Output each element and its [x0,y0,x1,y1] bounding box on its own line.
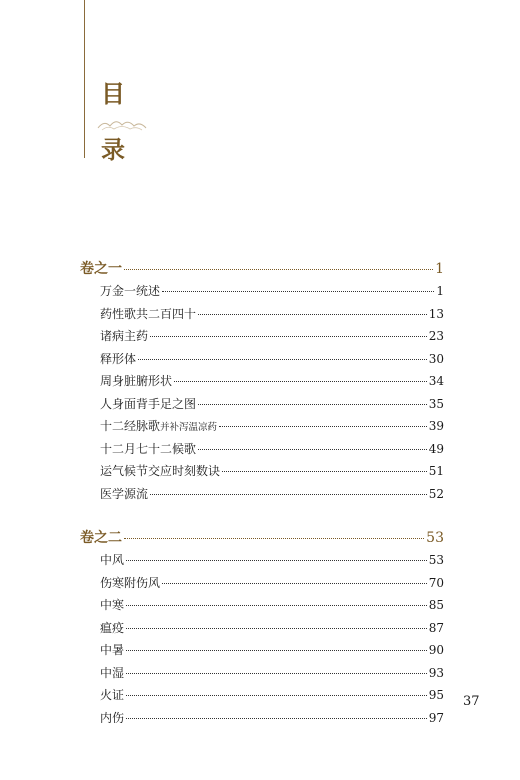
entry-page: 30 [428,351,444,366]
toc-entry[interactable] [80,641,444,664]
vertical-rule [84,0,85,158]
leader-dots [126,628,427,629]
leader-dots [162,291,434,292]
volume-page: 1 [435,261,444,277]
entry-page: 49 [428,441,444,456]
leader-dots [138,359,427,360]
entry-title: 内伤 [100,710,125,725]
leader-dots [198,314,427,315]
toc-title-char-1: 目 [101,79,125,108]
entry-page: 90 [428,643,444,657]
toc-entry[interactable] [80,395,444,418]
toc-entry[interactable] [80,619,444,642]
leader-dots [198,449,427,450]
entry-page: 35 [428,396,444,411]
leader-dots [126,673,427,674]
entry-page: 13 [428,306,444,321]
leader-dots [174,381,427,382]
toc-entry[interactable] [80,664,444,687]
entry-title: 万金一统述 [100,284,161,298]
entry-title: 医学源流 [100,486,149,501]
entry-page: 70 [428,575,444,590]
leader-dots [162,583,427,584]
entry-page: 97 [428,710,444,725]
entry-page: 87 [428,620,444,635]
toc-entry[interactable] [80,327,444,350]
volume-heading[interactable] [80,258,444,282]
entry-page: 85 [428,598,444,612]
leader-dots [126,718,427,719]
table-of-contents [80,258,444,731]
toc-entry[interactable] [80,282,444,305]
page-number: 37 [463,694,480,709]
entry-page: 93 [428,665,444,680]
entry-page: 34 [428,374,444,388]
entry-title: 中暑 [100,643,125,657]
entry-title: 释形体 [100,351,137,366]
entry-page: 52 [428,486,444,501]
entry-title: 运气候节交应时刻数诀 [100,464,221,478]
entry-title: 中湿 [100,665,125,680]
volume-title: 卷之一 [80,261,122,277]
toc-entry[interactable] [80,462,444,485]
entry-page: 95 [428,688,444,702]
leader-dots [222,471,427,472]
toc-entry[interactable] [80,551,444,574]
leader-dots [124,538,424,539]
entry-title: 周身脏腑形状 [100,374,173,388]
entry-title: 火证 [100,688,125,702]
leader-dots [126,605,427,606]
entry-title: 中寒 [100,598,125,612]
leader-dots [219,426,427,427]
toc-title-char-2: 录 [101,135,125,164]
toc-entry[interactable] [80,596,444,619]
entry-title: 中风 [100,553,125,567]
toc-entry[interactable] [80,417,444,440]
volume-title: 卷之二 [80,530,122,546]
volume-page: 53 [426,530,444,546]
entry-title: 瘟疫 [100,620,125,635]
entry-title: 药性歌共二百四十 [100,306,197,321]
leader-dots [124,269,433,270]
entry-page: 51 [428,464,444,478]
toc-entry[interactable] [80,686,444,709]
leader-dots [126,650,427,651]
entry-subtitle: 并补泻温凉药 [160,422,218,433]
entry-page: 23 [428,329,444,343]
leader-dots [126,695,427,696]
leader-dots [150,494,427,495]
leader-dots [126,560,427,561]
entry-page: 39 [428,419,444,433]
toc-entry[interactable] [80,574,444,597]
entry-title: 诸病主药 [100,329,149,343]
entry-title: 十二经脉歌并补泻温凉药 [100,419,218,433]
toc-entry[interactable] [80,709,444,732]
leader-dots [150,336,427,337]
entry-page: 53 [428,553,444,567]
entry-title: 人身面背手足之图 [100,396,197,411]
entry-title: 十二月七十二候歌 [100,441,197,456]
toc-entry[interactable] [80,350,444,373]
toc-entry[interactable] [80,485,444,508]
toc-entry[interactable] [80,372,444,395]
cloud-mountain-ornament-icon [96,116,148,132]
entry-page: 1 [436,284,444,298]
leader-dots [198,404,427,405]
toc-entry[interactable] [80,305,444,328]
volume-heading[interactable] [80,527,444,551]
toc-entry[interactable] [80,440,444,463]
entry-title: 伤寒附伤风 [100,575,161,590]
